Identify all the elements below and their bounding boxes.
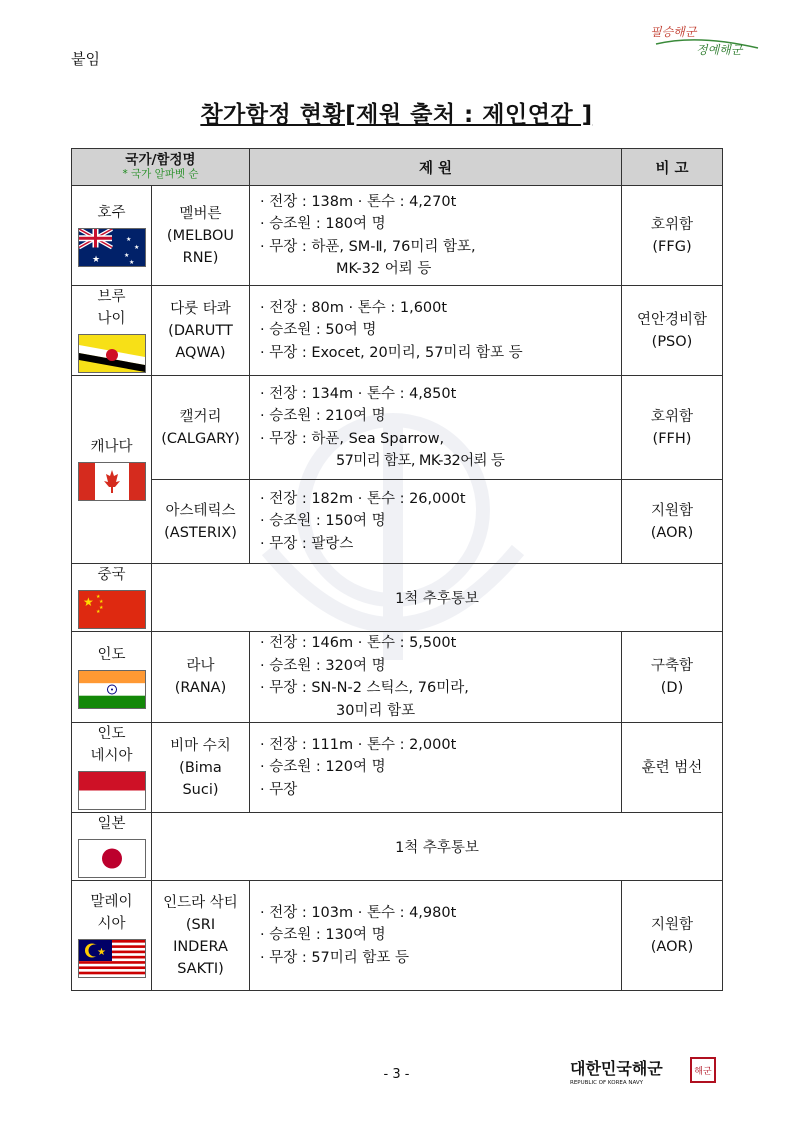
svg-text:★: ★ [98,605,103,611]
ship-name-en: SAKTI) [177,960,224,977]
slogan-line2: 정예해군 [696,43,743,57]
table-row [72,186,723,286]
country-cell [72,286,152,376]
remarks-cell [622,186,723,286]
header-country-ship-label: 국가/함정명 [125,152,196,168]
navy-name: 대한민국해군 [570,1059,663,1078]
country-name: 일본 [97,816,126,832]
spec-line: · 승조원 : 120여 명 [260,759,386,776]
ship-name-en: AQWA) [175,344,226,361]
remark-type: 지원함 [650,916,694,933]
spec-line: · 무장 : 57미리 함포 등 [260,949,410,966]
pending-cell: 1척 추후통보 [152,813,723,881]
slogan-logo [648,22,768,62]
header-remarks: 비 고 [622,149,723,186]
ship-name-en: (Bima [179,759,222,776]
country-name: 중국 [97,567,126,583]
country-cell [72,186,152,286]
remark-code: (FFG) [652,238,692,255]
spec-line: · 무장 : SN-N-2 스틱스, 76미라, [260,680,469,696]
spec-line: · 무장 : 팔랑스 [260,535,354,552]
ship-name-en: (CALGARY) [161,430,240,447]
pending-cell: 1척 추후통보 [152,564,723,632]
remarks-cell [622,480,723,564]
malaysia-flag [78,939,146,978]
ship-name-en: RNE) [182,249,219,266]
country-cell [72,723,152,813]
table-row [72,564,723,632]
spec-line: · 전장 : 80m · 톤수 : 1,600t [260,299,448,316]
country-name: 네시아 [90,748,133,764]
spec-line: · 승조원 : 320여 명 [260,657,386,674]
svg-text:★: ★ [125,236,131,243]
page-title: 참가함정 현황[제원 출처 : 제인연감 ] [200,102,593,128]
spec-line: 30미리 함포 [336,702,416,719]
japan-flag [78,839,146,878]
remark-type: 훈련 범선 [641,759,703,776]
svg-text:★: ★ [91,255,100,265]
specs-cell [250,186,622,286]
navy-logo-text [570,1057,686,1087]
remark-code: (FFH) [652,430,692,447]
indonesia-flag [78,771,146,810]
ship-name: 아스테릭스 [165,502,236,519]
ship-name-en: (SRI [185,916,216,933]
svg-text:★: ★ [82,595,94,609]
china-flag [78,590,146,629]
table-row [72,813,723,881]
svg-text:★: ★ [123,252,129,259]
table-header-row [72,149,723,186]
specs-cell [250,632,622,723]
canada-flag [78,462,146,501]
svg-text:★: ★ [98,599,103,605]
ship-name-cell [152,376,250,480]
ship-name-cell [152,881,250,991]
country-name: 캐나다 [90,439,133,455]
remark-type: 구축함 [650,658,694,674]
spec-line: · 전장 : 138m · 톤수 : 4,270t [260,193,457,210]
country-name: 말레이 [90,894,133,910]
svg-text:★: ★ [96,947,106,958]
ship-name-en: (ASTERIX) [164,524,237,541]
ship-name: 다룻 타콰 [170,300,231,317]
ship-name: 인드라 삭티 [163,894,238,911]
ship-name: 라나 [186,658,215,674]
country-name: 시아 [97,916,126,932]
specs-cell [250,376,622,480]
specs-cell [250,286,622,376]
remark-code: (AOR) [650,938,694,955]
table-row [72,376,723,480]
table-row [72,480,723,564]
ship-name-cell [152,632,250,723]
ship-name-en: (RANA) [174,680,227,696]
australia-flag [78,228,146,267]
remark-code: (D) [660,680,684,696]
brunei-flag [78,334,146,373]
spec-line: · 승조원 : 150여 명 [260,513,386,530]
spec-line: · 전장 : 134m · 톤수 : 4,850t [260,385,457,402]
ship-name-cell [152,186,250,286]
spec-line: · 전장 : 103m · 톤수 : 4,980t [260,904,457,921]
remarks-cell [622,286,723,376]
spec-line: · 전장 : 146m · 톤수 : 5,500t [260,635,457,651]
remark-type: 연안경비함 [636,311,708,328]
spec-line: 57미리 함포, MK-32어뢰 등 [336,453,505,469]
spec-line: · 무장 [260,781,298,798]
spec-line: · 전장 : 111m · 톤수 : 2,000t [260,736,457,753]
navy-name-en: REPUBLIC OF KOREA NAVY [570,1080,644,1086]
ship-name: 멜버른 [179,205,222,222]
table-row [72,723,723,813]
country-cell [72,564,152,632]
ship-name-en: (MELBOU [166,227,235,244]
specs-cell [250,881,622,991]
header-specs: 제 원 [250,149,622,186]
ship-name-cell [152,723,250,813]
spec-line: · 전장 : 182m · 톤수 : 26,000t [260,490,466,507]
ship-table [71,148,723,991]
spec-line: · 승조원 : 130여 명 [260,927,386,944]
svg-text:★: ★ [95,609,100,615]
ship-name: 캘거리 [179,408,222,425]
ship-name-cell [152,286,250,376]
remarks-cell [622,723,723,813]
remarks-cell [622,376,723,480]
header-country-ship [72,149,250,186]
table-row [72,881,723,991]
ship-name: 비마 수치 [170,737,231,754]
country-cell [72,376,152,564]
svg-text:★: ★ [128,259,134,266]
country-cell [72,813,152,881]
spec-line: · 승조원 : 210여 명 [260,408,386,424]
spec-line: · 무장 : Exocet, 20미리, 57미리 함포 등 [260,344,523,361]
spec-line: · 승조원 : 180여 명 [260,216,386,232]
spec-line: · 승조원 : 50여 명 [260,322,377,339]
remark-type: 호위함 [650,408,694,425]
spec-line: · 무장 : 하푼, Sea Sparrow, [260,430,445,447]
seal-text: 해군 [694,1067,712,1077]
country-cell [72,881,152,991]
country-name: 브루 [97,289,126,305]
remarks-cell [622,632,723,723]
remark-type: 호위함 [650,216,694,233]
specs-cell [250,480,622,564]
ship-name-cell [152,480,250,564]
attachment-label: 붙임 [71,50,100,68]
ship-name-en: (DARUTT [168,322,233,339]
country-name: 호주 [97,205,126,221]
navy-seal-icon [690,1057,716,1083]
specs-cell [250,723,622,813]
ship-name-en: INDERA [173,938,228,955]
india-flag [78,670,146,709]
country-name: 인도 [97,726,126,742]
slogan-line1: 필승해군 [650,25,697,39]
country-cell [72,632,152,723]
country-name: 나이 [97,311,126,327]
page-number: - 3 - [383,1067,410,1082]
ship-name-en: Suci) [182,781,219,798]
remark-code: (AOR) [650,524,694,541]
remark-code: (PSO) [651,333,693,350]
spec-line: MK-32 어뢰 등 [336,261,432,277]
country-name: 인도 [97,646,126,663]
table-row [72,286,723,376]
remarks-cell [622,881,723,991]
header-sort-note: * 국가 알파벳 순 [122,168,199,180]
spec-line: · 무장 : 하푼, SM-Ⅱ, 76미리 함포, [260,238,476,255]
svg-text:★: ★ [95,594,100,600]
table-row [72,632,723,723]
svg-text:★: ★ [133,244,139,251]
remark-type: 지원함 [650,502,694,519]
